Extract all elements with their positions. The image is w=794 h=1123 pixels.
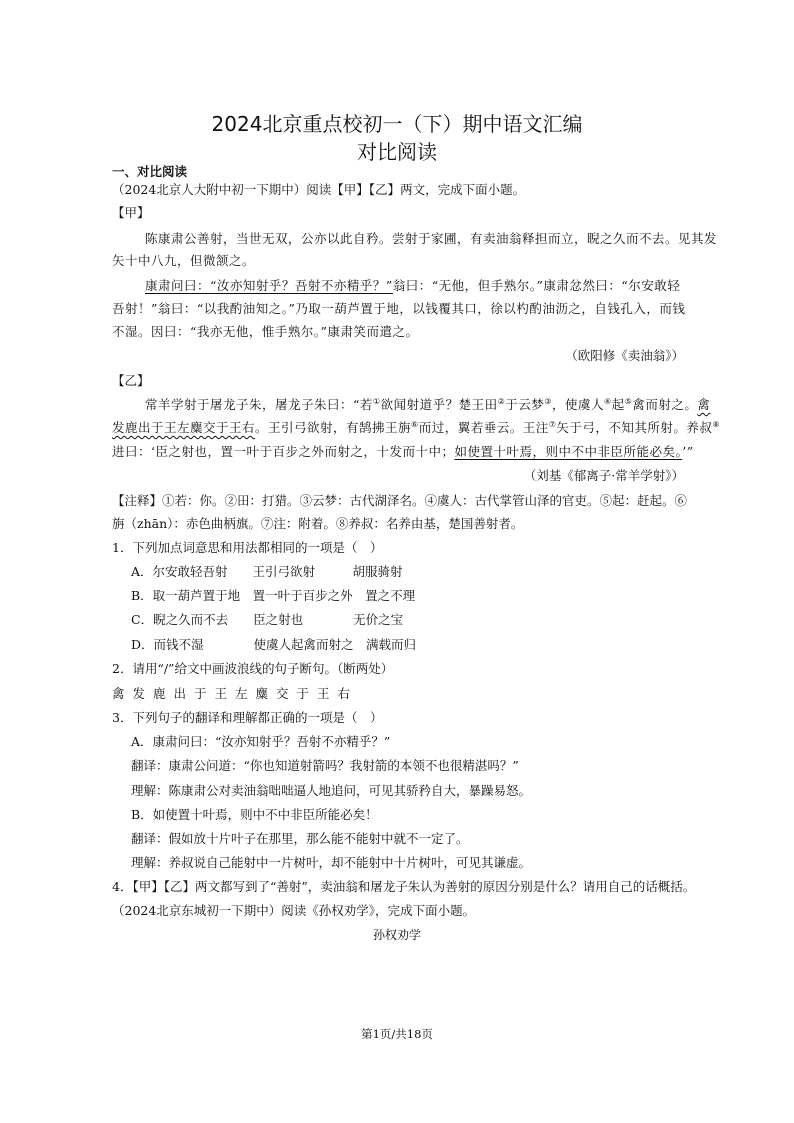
text-span: 。王引弓欲射，有鹄拂王旃 [255, 420, 412, 435]
yi-line-1 [145, 395, 710, 413]
question-2-text: 禽发鹿出于王左麋交于王右 [112, 686, 359, 701]
question-1: 1．下列加点词意思和用法都相同的一项是（ ） [112, 540, 383, 555]
text-span: 起 [611, 397, 625, 412]
question-3-option-a: A．康肃问曰：“汝亦知射乎？吾射不亦精乎？” [131, 734, 391, 749]
text-span: 常羊学射于屠龙子朱，屠龙子朱曰：“若 [145, 397, 373, 412]
text-span: 而过，翼若垂云。王注 [418, 420, 549, 435]
question-3-option-a-understanding: 理解：陈康肃公对卖油翁咄咄逼人地追问，可见其骄矜自大，暴躁易怒。 [131, 783, 532, 798]
text-span: 翁曰：“无他，但手熟尔。”康肃忿然曰：“尔安敢轻 [392, 278, 681, 293]
question-3-option-a-translation: 翻译：康肃公问道：“你也知道射箭吗？我射箭的本领不也很精湛吗？” [131, 758, 519, 773]
question-4: 4．【甲】【乙】两文都写到了“善射”，卖油翁和屠龙子朱认为善射的原因分别是什么？请用自己的话概括。 [112, 879, 696, 894]
jia-paragraph-2-line-1 [145, 276, 680, 294]
section-heading: 一、对比阅读 [112, 164, 188, 179]
intro-text: （2024北京人大附中初一下期中）阅读【甲】【乙】两文，完成下面小题。 [112, 182, 526, 197]
note-ref-2: ② [497, 396, 506, 406]
jia-paragraph-2-line-2: 吾射！”翁曰：“以我酌油知之。”乃取一葫芦置于地，以钱覆其口，徐以杓酌油沥之，自钱孔入，而钱 [112, 301, 686, 316]
question-1-option-b: B．取一葫芦置于地 置一叶于百步之外 置之不理 [131, 588, 416, 603]
note-ref-8: ⑧ [712, 419, 721, 429]
question-1-option-a: A．尔安敢轻吾射 王引弓欲射 胡服骑射 [131, 564, 403, 579]
note-ref-5: ⑤ [624, 396, 633, 406]
question-1-option-c: C．睨之久而不去 臣之射也 无价之宝 [131, 612, 404, 627]
question-3-option-b-translation: 翻译：假如放十片叶子在那里，那么能不能射中就不一定了。 [131, 831, 469, 846]
note-ref-3: ③ [544, 396, 552, 406]
jia-tag: 【甲】 [112, 205, 150, 220]
jia-paragraph-1-line-1: 陈康肃公善射，当世无双，公亦以此自矜。尝射于家圃，有卖油翁释担而立，睨之久而不去。见其发 [145, 231, 718, 246]
yi-tag: 【乙】 [112, 373, 150, 388]
notes-line-2: 旃（zhān）：赤色曲柄旗。⑦注：附着。⑧养叔：名养由基，楚国善射者。 [112, 516, 524, 531]
jia-paragraph-1-line-2: 矢十中八九，但微颔之。 [112, 253, 256, 268]
note-ref-4: ④ [603, 396, 612, 406]
text-span: 禽而射之。 [632, 397, 698, 412]
note-ref-6: ⑥ [411, 419, 419, 429]
text-span: ，使虞人 [551, 397, 604, 412]
page-subtitle: 对比阅读 [357, 140, 437, 164]
yi-source: （刘基《郁离子·常羊学射》） [523, 468, 684, 483]
page-title: 2024北京重点校初一（下）期中语文汇编 [211, 112, 583, 136]
wavy-sentence: 发鹿出于王左麋交于王右 [112, 420, 256, 435]
intro-text-2: （2024北京东城初一下期中）阅读《孙权劝学》，完成下面小题。 [112, 903, 476, 918]
text-span: 于云梦 [505, 397, 545, 412]
question-1-option-d: D．而钱不湿 使虞人起禽而射之 满载而归 [131, 637, 417, 652]
text-span: 进曰：‘臣之射也，置一叶于百步之外而射之，十发而十中； [112, 444, 455, 459]
text-span: 矢于弓，不知其所射。养叔 [556, 420, 713, 435]
jia-source: （欧阳修《卖油翁》） [565, 348, 684, 363]
yi-line-2 [112, 418, 720, 436]
notes-line-1: 【注释】①若：你。②田：打猎。③云梦：古代湖泽名。④虞人：古代掌管山泽的官吏。⑤起：赶起。⑥ [112, 493, 688, 508]
yi-line-3 [112, 442, 694, 460]
question-2: 2．请用“/”给文中画波浪线的句子断句。（断两处） [112, 661, 394, 676]
underlined-sentence: 如使置十叶焉，则中不中非臣所能必矣。 [454, 444, 683, 459]
wavy-text: 禽 [697, 397, 711, 412]
note-ref-1: ① [372, 396, 381, 406]
page-footer: 第1页/共18页 [361, 1027, 433, 1041]
question-3-option-b: B．如使置十叶焉，则中不中非臣所能必矣！ [131, 807, 378, 822]
text-span: 欲闻射道乎？楚王田 [380, 397, 498, 412]
question-3-option-b-understanding: 理解：养叔说自己能射中一片树叶，却不能射中十片树叶，可见其谦虚。 [131, 855, 532, 870]
underlined-sentence: 康肃问曰：“汝亦知射乎？吾射不亦精乎？” [145, 278, 393, 293]
question-3: 3．下列句子的翻译和理解都正确的一项是（ ） [112, 710, 383, 725]
passage-title: 孙权劝学 [372, 928, 421, 942]
text-span: ’” [682, 444, 694, 459]
jia-paragraph-2-line-3: 不湿。因曰：“我亦无他，惟手熟尔。”康肃笑而遣之。 [112, 324, 419, 339]
note-ref-7: ⑦ [548, 419, 557, 429]
